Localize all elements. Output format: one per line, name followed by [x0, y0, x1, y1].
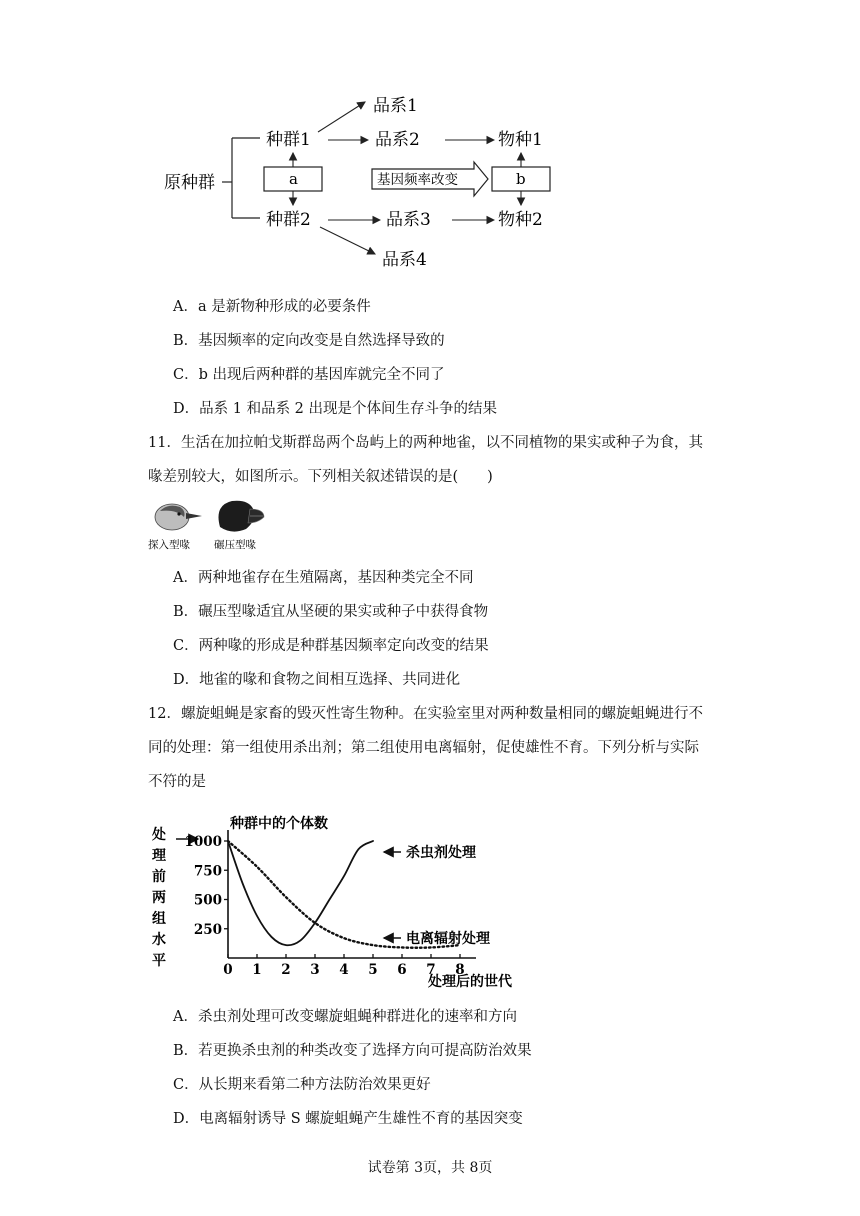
- left-label-char: 两: [152, 890, 166, 906]
- y-tick-label: 1000: [184, 834, 222, 850]
- q12-stem-line3: 不符的是: [148, 774, 206, 790]
- left-label-char: 理: [152, 848, 166, 864]
- radiation-series-label: 电离辐射处理: [406, 931, 490, 947]
- box-a-label: a: [289, 170, 298, 188]
- q12-stem-line2: 同的处理：第一组使用杀出剂；第二组使用电离辐射，促使雄性不育。下列分析与实际: [148, 740, 699, 756]
- left-label-char: 水: [152, 932, 166, 948]
- x-tick-label: 4: [339, 962, 349, 978]
- box-b-label: b: [516, 170, 526, 188]
- crushing-beak-bird-icon: [219, 501, 265, 532]
- strain1-label: 品系1: [373, 96, 418, 116]
- q10-option-a: A．a 是新物种形成的必要条件: [173, 299, 371, 315]
- pre-treatment-level-label: [151, 826, 167, 969]
- q11-option-d: D．地雀的喙和食物之间相互选择、共同进化: [173, 672, 461, 688]
- gene-frequency-label: 基因频率改变: [377, 172, 458, 188]
- original-population-label: 原种群: [164, 173, 215, 193]
- q12-option-d: D．电离辐射诱导 S 螺旋蛆蝇产生雄性不育的基因突变: [173, 1111, 523, 1127]
- probing-beak-bird-icon: [155, 504, 202, 530]
- bird-beaks-figure: [146, 497, 276, 557]
- y-tick-label: 750: [193, 863, 222, 880]
- y-axis-label: 种群中的个体数: [230, 816, 328, 832]
- probing-beak-label: 探入型喙: [148, 539, 190, 551]
- x-tick-label: 8: [455, 962, 465, 978]
- x-tick-label: 7: [426, 962, 436, 978]
- q11-stem-line2: 喙差别较大，如图所示。下列相关叙述错误的是( ): [148, 469, 493, 485]
- q11-option-b: B．碾压型喙适宜从坚硬的果实或种子中获得食物: [173, 604, 489, 620]
- left-label-char: 处: [152, 827, 166, 843]
- y-tick-label: 250: [193, 921, 222, 938]
- q11-stem-line1: 11．生活在加拉帕戈斯群岛两个岛屿上的两种地雀，以不同植物的果实或种子为食，其: [148, 435, 703, 451]
- page-footer: 试卷第 3页，共 8页: [367, 1160, 493, 1176]
- q12-option-c: C．从长期来看第二种方法防治效果更好: [173, 1077, 431, 1093]
- x-tick-label: 2: [281, 962, 291, 978]
- population2-label: 种群2: [266, 210, 311, 230]
- q12-option-b: B．若更换杀虫剂的种类改变了选择方向可提高防治效果: [173, 1043, 532, 1059]
- species2-label: 物种2: [498, 210, 543, 230]
- y-tick-label: 500: [193, 892, 222, 909]
- insecticide-series-label: 杀虫剂处理: [406, 845, 476, 861]
- left-label-char: 前: [152, 869, 166, 885]
- strain2-label: 品系2: [375, 130, 420, 150]
- q11-option-a: A．两种地雀存在生殖隔离，基因种类完全不同: [173, 570, 474, 586]
- q10-option-b: B．基因频率的定向改变是自然选择导致的: [173, 333, 445, 349]
- x-tick-label: 3: [310, 962, 320, 978]
- x-tick-label: 1: [252, 962, 262, 978]
- species1-label: 物种1: [498, 130, 543, 150]
- left-label-char: 组: [152, 911, 166, 927]
- speciation-diagram: [150, 88, 570, 273]
- x-axis-label: 处理后的世代: [428, 974, 512, 990]
- q12-option-a: A．杀虫剂处理可改变螺旋蛆蝇种群进化的速率和方向: [173, 1009, 517, 1025]
- x-tick-label: 0: [223, 962, 233, 978]
- left-label-char: 平: [152, 953, 166, 969]
- q10-option-c: C．b 出现后两种群的基因库就完全不同了: [173, 367, 445, 383]
- q11-option-c: C．两种喙的形成是种群基因频率定向改变的结果: [173, 638, 489, 654]
- insecticide-series-line: [228, 841, 373, 945]
- q12-stem-line1: 12．螺旋蛆蝇是家畜的毁灭性寄生物种。在实验室里对两种数量相同的螺旋蛆蝇进行不: [148, 706, 703, 722]
- screwworm-population-chart: [146, 806, 546, 998]
- population1-label: 种群1: [266, 130, 311, 150]
- x-tick-label: 6: [397, 962, 407, 978]
- strain3-label: 品系3: [386, 210, 431, 230]
- q10-option-d: D．品系 1 和品系 2 出现是个体间生存斗争的结果: [173, 401, 498, 417]
- crushing-beak-label: 碾压型喙: [214, 539, 256, 551]
- strain4-label: 品系4: [382, 250, 427, 270]
- x-tick-label: 5: [368, 962, 378, 978]
